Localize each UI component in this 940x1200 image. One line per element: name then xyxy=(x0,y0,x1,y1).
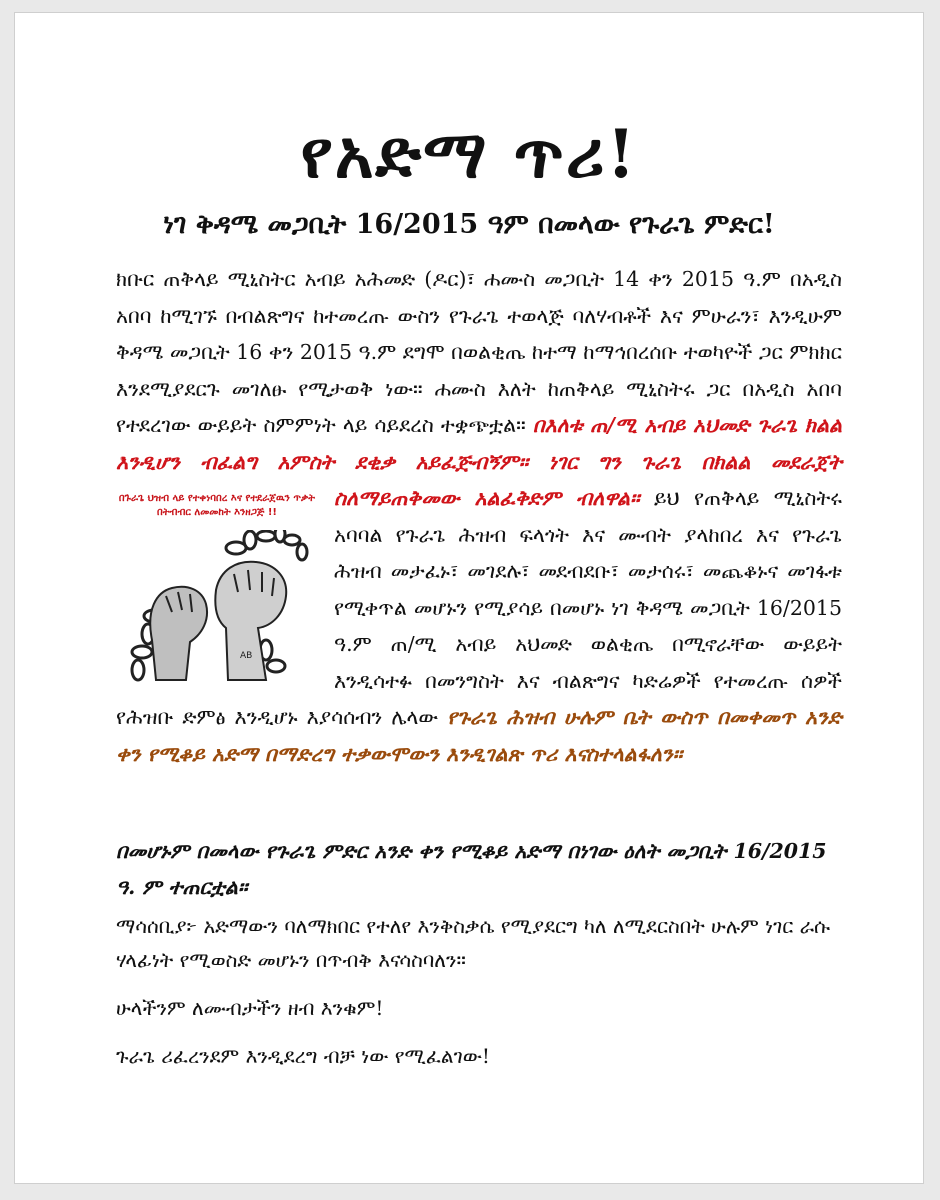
slogan-2: ጉራጌ ሪፈረንደም እንዲደረግ ብቻ ነው የሚፈልገው! xyxy=(116,1044,490,1068)
broken-chains-fists-icon xyxy=(116,530,318,684)
image-caption: በጉራጌ ህዝብ ላይ የተቀነባበረ እና የተደራጀዉን ጥቃት በትብብር ለመመከት እንዘጋጅ !! xyxy=(118,493,316,518)
slogan-1: ሁላችንም ለሙብታችን ዘብ እንቁም! xyxy=(116,996,384,1020)
note-paragraph: ማሳሰቢያ፦ አድማውን ባለማክበር የተለየ እንቅስቃሴ የሚያደርግ ካለ ለሚደርስበት ሁሉም ነገር ራሱ ሃላፊነት የሚወስድ መሆኑን በጥብቅ እናሳስባለን። xyxy=(116,914,831,972)
conclusion-paragraph: በመሆኑም በመላው የጉራጌ ምድር አንድ ቀን የሚቆይ አድማ በነገው ዕለት መጋቢት 16/2015 ዓ. ም ተጠርቷል። xyxy=(116,839,827,899)
document-title: የአድማ ጥሪ! xyxy=(300,115,638,193)
document-page xyxy=(14,12,924,1184)
paragraph-highlight-brown: የጉራጌ ሕዝብ ሁሉም ቤት ውስጥ በመቀመጥ አንድ ቀን የሚቆይ አድማ በማድረግ ተቃውሞውን እንዲገልጽ ጥሪ እናስተላልፋለን። xyxy=(116,705,842,766)
paragraph-continuation: ይህ የጠቅላይ ሚኒስትሩ አባባል የጉራጌ ሕዝብ ፍላጎት እና ሙብት ያላከበረ እና የጉራጌ ሕዝብ መታፈኑ፣ መገደሉ፣ መደብደቡ፣ መታሰሩ፣ መጨቆኑና መገፋቱ የሚቀጥል መሆኑን የሚያሳይ በመሆኑ ነገ ቅዳሜ መጋቢት 16/2015 ዓ.ም ጠ/ሚ አብይ አህመድ ወልቂጤ በሚኖራቸው ውይይት እንዲሳተፉ በመንግስት እና ብልጽግና ካድሬዎች የተመረጡ ሰዎች የሕዝቡ ድምፅ እንዲሆኑ እያሳሰብን ሌላው xyxy=(116,486,842,729)
paragraph-intro: ክቡር ጠቅላይ ሚኒስትር አብይ አሕመድ (ዶር)፣ ሐሙስ መጋቢት 14 ቀን 2015 ዓ.ም በአዲስ አበባ ከሚገኙ በብልጽግና ከተመረጡ ውስን የጉራጌ ተወላጅ ባለሃብቶች እና ምሁራን፣ እንዲሁም ቅዳሜ መጋቢት 16 ቀን 2015 ዓ.ም ደግሞ በወልቂጤ ከተማ ከማኅበረሰቡ ተወካዮች ጋር ምክክር እንደሚያደርጉ መገለፁ የሚታወቅ ነው። ሐሙስ እለት ከጠቅላይ ሚኒስትሩ ጋር በአዲስ አበባ የተደረገው ውይይት ስምምነት ላይ ሳይደረስ ተቋጭቷል። xyxy=(116,267,842,437)
document-subtitle: ነገ ቅዳሜ መጋቢት 16/2015 ዓም በመላው የጉራጌ ምድር! xyxy=(163,209,775,240)
paragraph-highlight-red: በእለቱ ጠ/ሚ አብይ አህመድ ጉራጌ ክልል እንዲሆን ብፈልግ አምስት ደቂቃ አይፈጅብኝም። ነገር ግን ጉራጌ በክልል መደራጀት ስለማይጠቅመው አልፈቅድም ብለዋል። xyxy=(116,413,842,510)
image-label: AB xyxy=(240,651,253,661)
chains-image xyxy=(116,488,318,684)
paragraph-continuation-wrap xyxy=(116,486,842,766)
main-paragraph xyxy=(116,261,842,772)
